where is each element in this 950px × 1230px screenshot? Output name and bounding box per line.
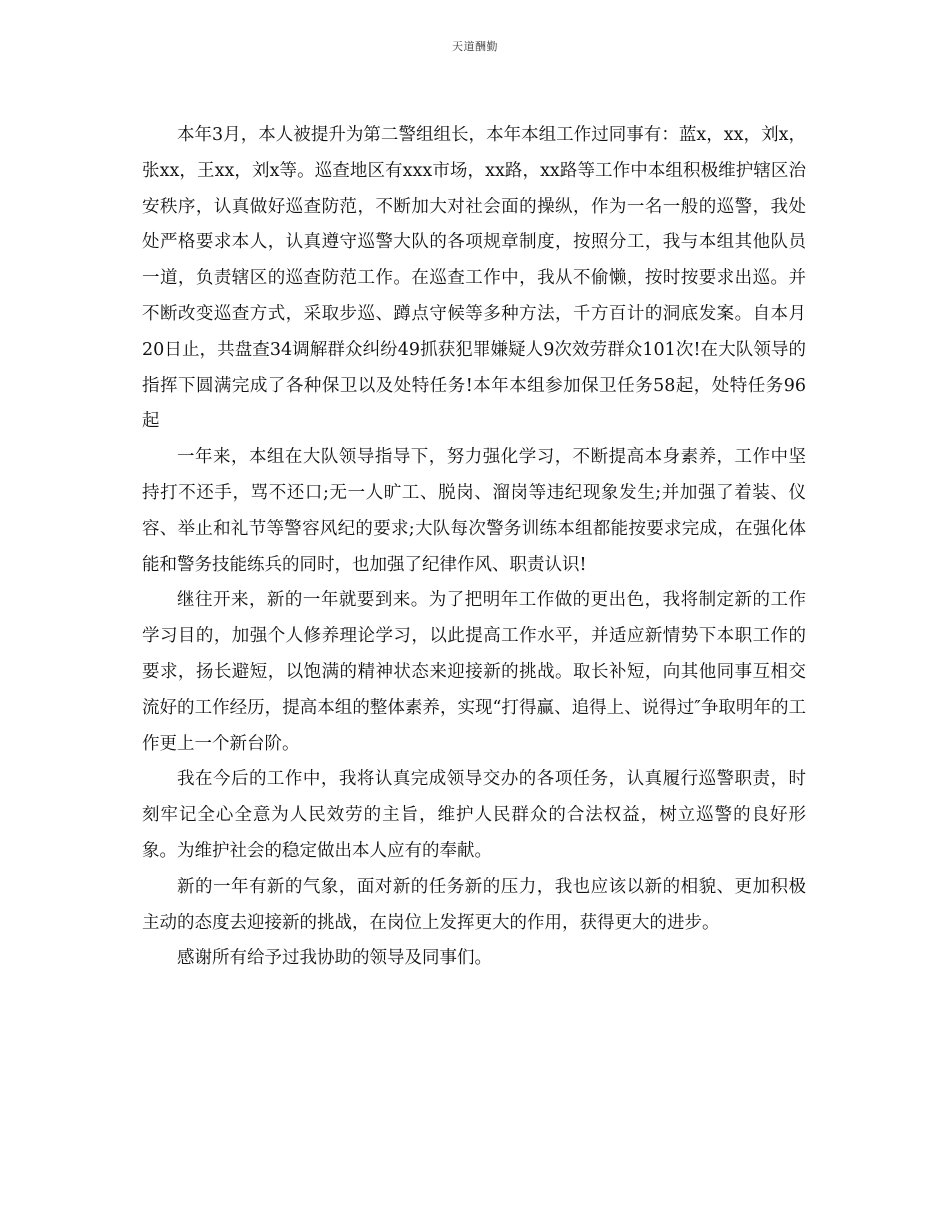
paragraph-5: 新的一年有新的气象，面对新的任务新的压力，我也应该以新的相貌、更加积极主动的态度去迎接新的挑战，在岗位上发挥更大的作用，获得更大的进步。 xyxy=(142,876,806,933)
paragraph-4: 我在今后的工作中，我将认真完成领导交办的各项任务，认真履行巡警职责，时刻牢记全心全意为人民效劳的主旨，维护人民群众的合法权益，树立巡警的良好形象。为维护社会的稳定做出本人应有的奉献。 xyxy=(142,769,806,861)
paragraph-1: 本年3月，本人被提升为第二警组组长，本年本组工作过同事有：蓝x，xx，刘x，张xx，王xx，刘x等。巡查地区有xxx市场，xx路，xx路等工作中本组积极维护辖区治安秩序，认真做好巡查防范，不断加大对社会面的操纵，作为一名一般的巡警，我处处严格要求本人，认真遵守巡警大队的各项规章制度，按照分工，我与本组其他队员一道，负责辖区的巡查防范工作。在巡查工作中，我从不偷懒，按时按要求出巡。并不断改变巡查方式，采取步巡、蹲点守候等多种方法，千方百计的洞底发案。自本月20日止，共盘查34调解群众纠纷49抓获犯罪嫌疑人9次效劳群众101次!在大队领导的指挥下圆满完成了各种保卫以及处特任务!本年本组参加保卫任务58起，处特任务96起 xyxy=(142,125,806,432)
document-body xyxy=(142,118,806,977)
paragraph-2: 一年来，本组在大队领导指导下，努力强化学习，不断提高本身素养，工作中坚持打不还手，骂不还口;无一人旷工、脱岗、溜岗等违纪现象发生;并加强了着装、仪容、举止和礼节等警容风纪的要求;大队每次警务训练本组都能按要求完成，在强化体能和警务技能练兵的同时，也加强了纪律作风、职责认识! xyxy=(142,447,806,575)
paragraph-6: 感谢所有给予过我协助的领导及同事们。 xyxy=(177,948,492,969)
page-header: 天道酬勤 xyxy=(452,40,498,53)
paragraph-3: 继往开来，新的一年就要到来。为了把明年工作做的更出色，我将制定新的工作学习目的，加强个人修养理论学习，以此提高工作水平，并适应新情势下本职工作的要求，扬长避短，以饱满的精神状态来迎接新的挑战。取长补短，向其他同事互相交流好的工作经历，提高本组的整体素养，实现“打得赢、追得上、说得过″争取明年的工作更上一个新台阶。 xyxy=(142,590,806,754)
